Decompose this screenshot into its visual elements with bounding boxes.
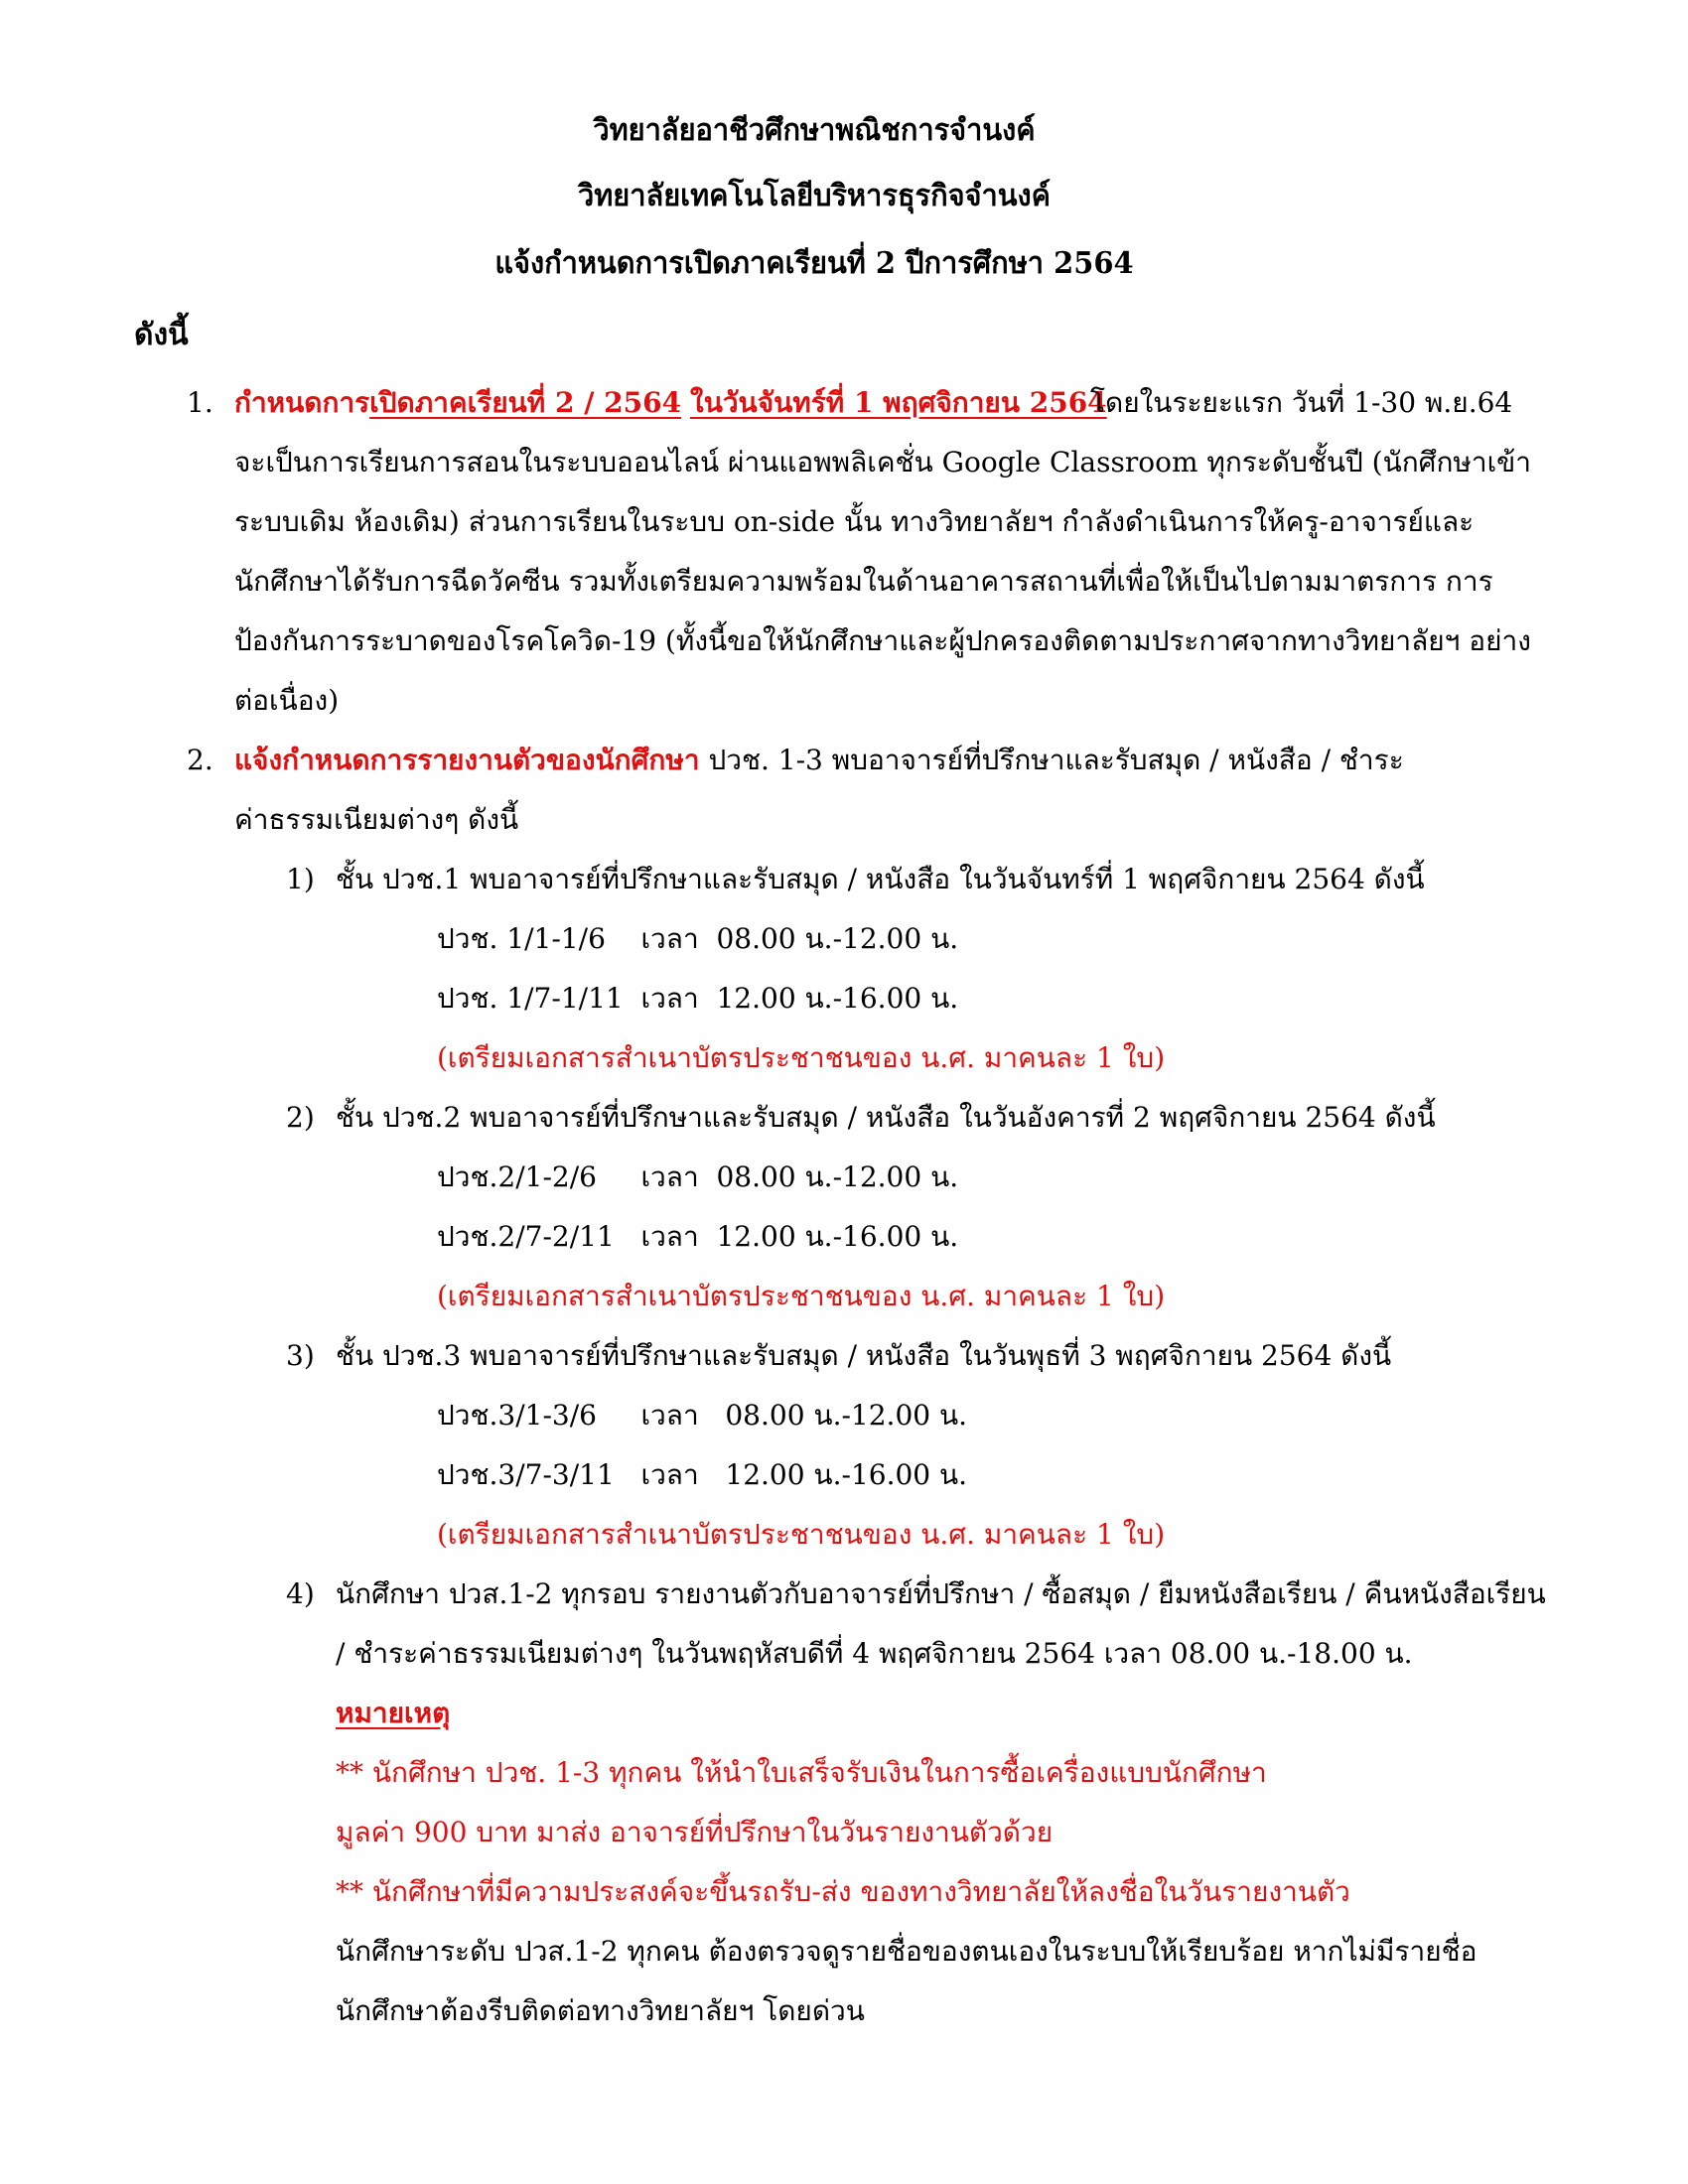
sub4-text-line2: / ชำระค่าธรรมเนียมต่างๆ ในวันพฤหัสบดีที่ 4 พฤศจิกายน 2564 เวลา 08.00 น.-18.00 น. (336, 1637, 1413, 1670)
item1-line5: ป้องกันการระบาดของโรคโควิด-19 (ทั้งนี้ขอให้นักศึกษาและผู้ปกครองติดตามประกาศจากทางวิทยาลัยฯ อย่าง (234, 624, 1531, 657)
item1-line6: ต่อเนื่อง) (234, 684, 340, 717)
remark-2: มูลค่า 900 บาท มาส่ง อาจารย์ที่ปรึกษาในวันรายงานตัวด้วย (336, 1816, 1054, 1848)
sub3-number: 3) (286, 1339, 315, 1372)
sub2-note: (เตรียมเอกสารสำเนาบัตรประชาชนของ น.ศ. มาคนละ 1 ใบ) (437, 1280, 1166, 1312)
item1-date: ในวันจันทร์ที่ 1 พฤศจิกายน 2564 (690, 386, 1107, 419)
sub2-number: 2) (286, 1101, 315, 1134)
item1-semester: เปิดภาคเรียนที่ 2 / 2564 (369, 386, 682, 419)
sub2-text: ชั้น ปวช.2 พบอาจารย์ที่ปรึกษาและรับสมุด / หนังสือ ในวันอังคารที่ 2 พฤศจิกายน 2564 ดังนี้ (336, 1101, 1436, 1134)
title-college-2: วิทยาลัยเทคโนโลยีบริหารธุรกิจจำนงค์ (577, 179, 1052, 213)
item1-number: 1. (187, 386, 213, 419)
sub3-schedule-row-2: ปวช.3/7-3/11 เวลา 12.00 น.-16.00 น. (437, 1458, 968, 1491)
remark-4: นักศึกษาระดับ ปวส.1-2 ทุกคน ต้องตรวจดูรายชื่อของตนเองในระบบให้เรียบร้อย หากไม่มีรายชื่อ (336, 1935, 1477, 1968)
sub4-text: นักศึกษา ปวส.1-2 ทุกรอบ รายงานตัวกับอาจารย์ที่ปรึกษา / ซื้อสมุด / ยืมหนังสือเรียน / คืนหนังสือเรียน (336, 1577, 1546, 1610)
sub2-schedule-row-1: ปวช.2/1-2/6 เวลา 08.00 น.-12.00 น. (437, 1160, 959, 1193)
sub3-text: ชั้น ปวช.3 พบอาจารย์ที่ปรึกษาและรับสมุด / หนังสือ ในวันพุธที่ 3 พฤศจิกายน 2564 ดังนี้ (336, 1339, 1392, 1372)
remark-3: ** นักศึกษาที่มีความประสงค์จะขึ้นรถรับ-ส่ง ของทางวิทยาลัยให้ลงชื่อในวันรายงานตัว (336, 1875, 1350, 1908)
intro-text: ดังนี้ (134, 318, 189, 352)
sub1-schedule-row-2: ปวช. 1/7-1/11 เวลา 12.00 น.-16.00 น. (437, 982, 959, 1015)
item1-line4: นักศึกษาได้รับการฉีดวัคซีน รวมทั้งเตรียมความพร้อมในด้านอาคารสถานที่เพื่อให้เป็นไปตามมาตรการ การ (234, 565, 1493, 598)
sub4-number: 4) (286, 1577, 315, 1610)
item1-line2: จะเป็นการเรียนการสอนในระบบออนไลน์ ผ่านแอพพลิเคชั่น Google Classroom ทุกระดับชั้นปี (นักศึกษาเข้า (234, 446, 1532, 478)
sub3-schedule-row-1: ปวช.3/1-3/6 เวลา 08.00 น.-12.00 น. (437, 1399, 968, 1432)
item1-line3: ระบบเดิม ห้องเดิม) ส่วนการเรียนในระบบ on-side นั้น ทางวิทยาลัยฯ กำลังดำเนินการให้ครู-อาจารย์และ (234, 505, 1475, 538)
remarks-heading: หมายเหตุ (336, 1697, 451, 1729)
item2-line2: ค่าธรรมเนียมต่างๆ ดังนี้ (234, 803, 519, 836)
sub1-note: (เตรียมเอกสารสำเนาบัตรประชาชนของ น.ศ. มาคนละ 1 ใบ) (437, 1041, 1166, 1074)
sub1-text: ชั้น ปวช.1 พบอาจารย์ที่ปรึกษาและรับสมุด / หนังสือ ในวันจันทร์ที่ 1 พฤศจิกายน 2564 ดังนี้ (336, 863, 1425, 895)
item2-lead: แจ้งกำหนดการรายงานตัวของนักศึกษา (234, 744, 700, 776)
sub1-schedule-row-1: ปวช. 1/1-1/6 เวลา 08.00 น.-12.00 น. (437, 922, 959, 955)
title-college-1: วิทยาลัยอาชีวศึกษาพณิชการจำนงค์ (593, 113, 1036, 148)
remark-1: ** นักศึกษา ปวช. 1-3 ทุกคน ให้นำใบเสร็จรับเงินในการซื้อเครื่องแบบนักศึกษา (336, 1756, 1267, 1789)
remark-5: นักศึกษาต้องรีบติดต่อทางวิทยาลัยฯ โดยด่วน (336, 1994, 865, 2027)
item2-first-line (234, 741, 1404, 780)
item2-number: 2. (187, 744, 213, 776)
sub1-number: 1) (286, 863, 315, 895)
title-announcement: แจ้งกำหนดการเปิดภาคเรียนที่ 2 ปีการศึกษา 2564 (494, 246, 1134, 281)
sub2-schedule-row-2: ปวช.2/7-2/11 เวลา 12.00 น.-16.00 น. (437, 1220, 959, 1253)
sub3-note: (เตรียมเอกสารสำเนาบัตรประชาชนของ น.ศ. มาคนละ 1 ใบ) (437, 1518, 1166, 1551)
item1-first-line (234, 383, 1107, 423)
item2-rest: ปวช. 1-3 พบอาจารย์ที่ปรึกษาและรับสมุด / หนังสือ / ชำระ (708, 744, 1404, 776)
item1-lead: กำหนดการ (234, 386, 370, 419)
item1-rest: โดยในระยะแรก วันที่ 1-30 พ.ย.64 (1090, 386, 1513, 419)
